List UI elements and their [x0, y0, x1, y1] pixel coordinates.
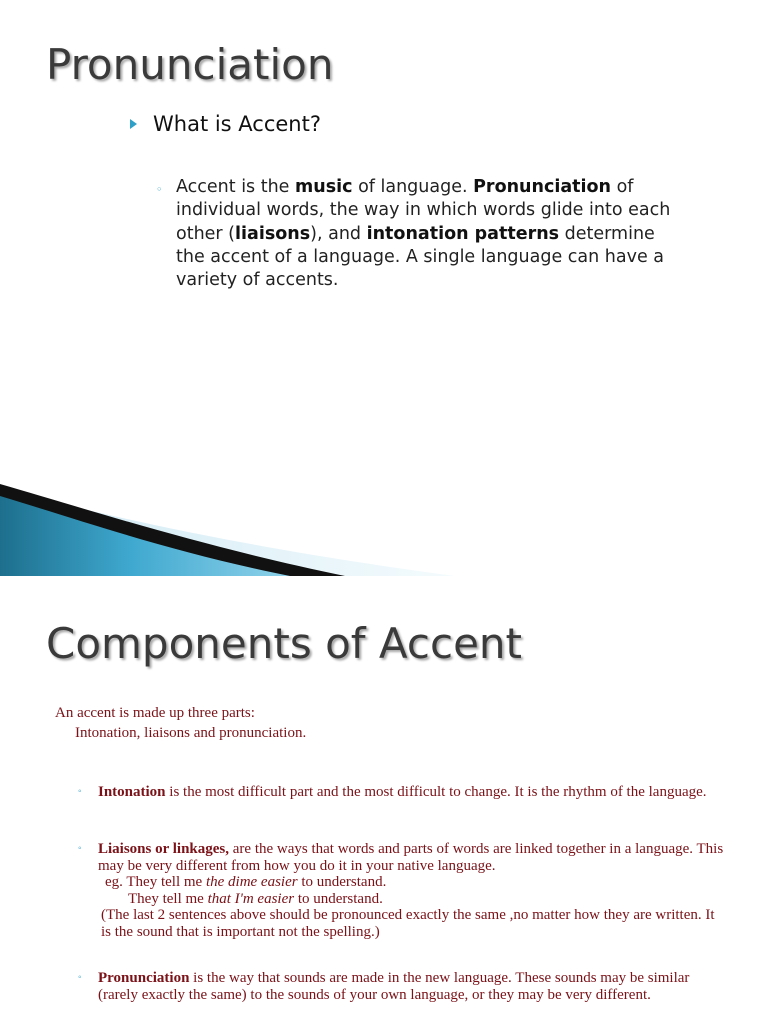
example-text: to understand. — [297, 874, 387, 890]
keyword-pronunciation: Pronunciation — [473, 177, 611, 197]
example-italic: that I'm easier — [207, 890, 295, 907]
example-text: to understand. — [294, 890, 383, 907]
definition-text-part: Accent is the — [176, 177, 296, 197]
intro-text — [55, 703, 306, 743]
intro-parts: Intonation, liaisons and pronunciation. — [75, 725, 307, 741]
slide-title: Components of Accent — [46, 619, 523, 668]
definition-text — [156, 176, 676, 292]
bullet-text: is the most difficult part and the most difficult to change. It is the rhythm of the language. — [165, 784, 707, 800]
example-2 — [98, 891, 728, 908]
bullet-what-is-accent — [130, 112, 321, 136]
bullet-text: is the way that sounds are made in the new language. These sounds may be similar (rarely exactly the same) to the sounds of your own language, or they may be very different. — [98, 970, 690, 1003]
decorative-swoosh — [0, 470, 768, 576]
bullet-body — [78, 784, 728, 801]
example-text: eg. They tell me — [105, 874, 206, 890]
keyword-liaisons: liaisons — [235, 223, 311, 244]
example-note: (The last 2 sentences above should be pronounced exactly the same ,no matter how they are written. It is the sound that is important not the spelling.) — [101, 907, 715, 940]
ring-bullet-icon: ◦ — [156, 183, 163, 196]
keyword-intonation-patterns: intonation patterns — [366, 223, 560, 244]
definition-text-part: of individual words, the way in which words glide into each other ( — [176, 177, 671, 244]
bullet-intonation — [78, 784, 728, 801]
slide-components-of-accent — [0, 577, 768, 1024]
ring-bullet-icon: ◦ — [78, 972, 82, 983]
bullet-pronunciation — [78, 970, 728, 1003]
example-italic: the dime easier — [205, 874, 298, 890]
bullet-body — [78, 841, 728, 940]
bullet-text: What is Accent? — [153, 112, 321, 136]
example-text: They tell me — [128, 890, 208, 907]
slide-title: Pronunciation — [46, 40, 334, 89]
keyword-music: music — [295, 177, 353, 197]
example-1 — [98, 874, 728, 891]
triangle-bullet-icon — [130, 119, 137, 129]
bullet-liaisons — [78, 841, 728, 940]
definition-text-part: determine the accent of a language. A single language can have a variety of accents. — [176, 223, 665, 291]
definition-text-part: ), and — [310, 223, 367, 244]
ring-bullet-icon: ◦ — [78, 786, 82, 797]
bullet-text: are the ways that words and parts of words are linked together in a language. This may be very different from how you do it in your native language. — [98, 841, 724, 874]
term-intonation: Intonation — [98, 784, 166, 800]
definition-text-part: of language. — [352, 177, 474, 197]
term-pronunciation: Pronunciation — [98, 970, 190, 986]
intro-line: An accent is made up three parts: — [55, 705, 255, 721]
bullet-body — [78, 970, 728, 1003]
accent-definition — [156, 176, 676, 292]
ring-bullet-icon: ◦ — [78, 843, 82, 854]
term-liaisons: Liaisons or linkages, — [98, 841, 230, 857]
